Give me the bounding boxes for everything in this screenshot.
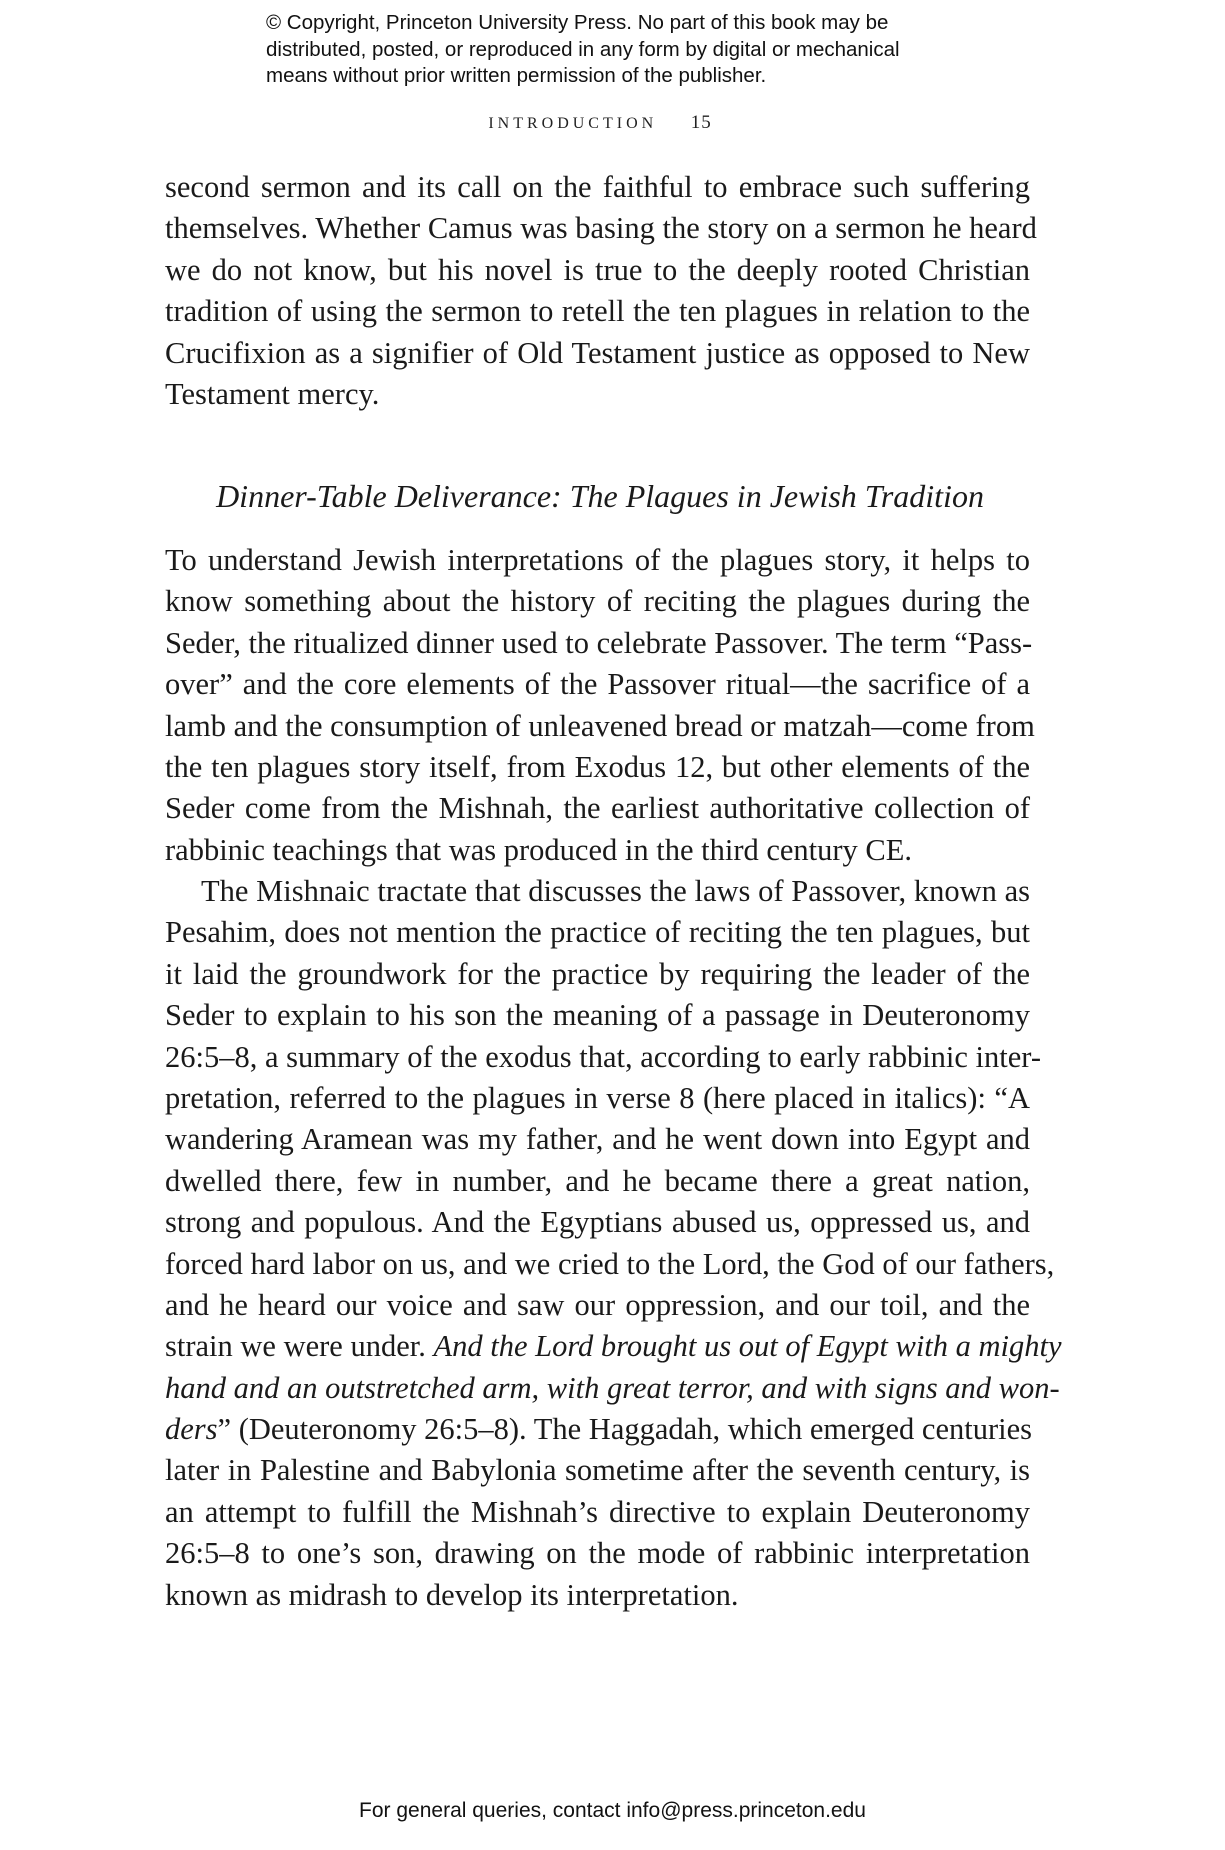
- text-line: second sermon and its call on the faithful to embrace such suffering: [165, 170, 1030, 204]
- section-heading: Dinner-Table Deliverance: The Plagues in Jewish Tradition: [216, 478, 984, 514]
- text-line: lamb and the consumption of unleavened bread or matzah—come from: [165, 708, 1035, 743]
- copyright-notice: [266, 10, 986, 90]
- footer-contact: For general queries, contact info@press.princeton.edu: [359, 1799, 866, 1822]
- text-line: 26:5–8, a summary of the exodus that, according to early rabbinic inter-: [165, 1039, 1041, 1074]
- text-line: forced hard labor on us, and we cried to the Lord, the God of our fathers,: [165, 1246, 1055, 1281]
- text-line: rabbinic teachings that was produced in the third century CE.: [165, 832, 913, 867]
- text-line-italic: hand and an outstretched arm, with great terror, and with signs and won-: [165, 1370, 1060, 1405]
- text-line: the ten plagues story itself, from Exodus 12, but other elements of the: [165, 749, 1030, 784]
- text-line: Pesahim, does not mention the practice of reciting the ten plagues, but: [165, 915, 1030, 950]
- text-line: Seder, the ritualized dinner used to celebrate Passover. The term “Pass-: [165, 625, 1033, 660]
- text-line: themselves. Whether Camus was basing the story on a sermon he heard: [165, 211, 1037, 246]
- text-line: later in Palestine and Babylonia sometime after the seventh century, is: [165, 1453, 1030, 1488]
- text-line: we do not know, but his novel is true to the deeply rooted Christian: [165, 252, 1030, 287]
- roman-segment: strain we were under.: [165, 1329, 434, 1364]
- text-line: Crucifixion as a signifier of Old Testament justice as opposed to New: [165, 335, 1030, 370]
- paragraph-2: [165, 540, 1035, 871]
- text-line: pretation, referred to the plagues in verse 8 (here placed in italics): “A: [165, 1080, 1030, 1115]
- paragraph-1: [165, 167, 1037, 415]
- text-line-mixed: [165, 1326, 1062, 1367]
- running-head-title: INTRODUCTION: [488, 115, 658, 132]
- text-line-mixed: [165, 1409, 1033, 1450]
- text-line: over” and the core elements of the Passover ritual—the sacrifice of a: [165, 667, 1030, 702]
- text-line: 26:5–8 to one’s son, drawing on the mode of rabbinic interpretation: [165, 1536, 1030, 1571]
- page-number: 15: [690, 112, 712, 133]
- text-line: an attempt to fulfill the Mishnah’s directive to explain Deuteronomy: [165, 1494, 1030, 1529]
- paragraph-3: [165, 871, 1062, 1616]
- copyright-line: distributed, posted, or reproduced in any form by digital or mechanical: [266, 37, 900, 61]
- text-line: strong and populous. And the Egyptians abused us, oppressed us, and: [165, 1205, 1030, 1240]
- text-line: Testament mercy.: [165, 376, 380, 411]
- text-line: and he heard our voice and saw our oppression, and our toil, and the: [165, 1287, 1030, 1322]
- text-line: Seder to explain to his son the meaning of a passage in Deuteronomy: [165, 998, 1030, 1033]
- italic-segment: ders: [165, 1412, 218, 1447]
- text-line: wandering Aramean was my father, and he went down into Egypt and: [165, 1122, 1030, 1157]
- text-line: know something about the history of reciting the plagues during the: [165, 584, 1030, 619]
- text-line: The Mishnaic tractate that discusses the laws of Passover, known as: [201, 874, 1030, 908]
- text-line: dwelled there, few in number, and he became there a great nation,: [165, 1163, 1030, 1198]
- copyright-line: means without prior written permission of the publisher.: [266, 64, 767, 87]
- copyright-line: © Copyright, Princeton University Press. No part of this book may be: [266, 11, 889, 34]
- running-head: [0, 112, 1200, 134]
- italic-segment: And the Lord brought us out of Egypt with a mighty: [433, 1329, 1062, 1364]
- text-line: it laid the groundwork for the practice by requiring the leader of the: [165, 956, 1030, 991]
- text-line: To understand Jewish interpretations of the plagues story, it helps to: [165, 543, 1030, 577]
- roman-segment: ” (Deuteronomy 26:5–8). The Haggadah, which emerged centuries: [217, 1412, 1033, 1447]
- text-line: known as midrash to develop its interpretation.: [165, 1577, 739, 1612]
- text-line: Seder come from the Mishnah, the earliest authoritative collection of: [165, 791, 1030, 826]
- text-line: tradition of using the sermon to retell the ten plagues in relation to the: [165, 294, 1030, 329]
